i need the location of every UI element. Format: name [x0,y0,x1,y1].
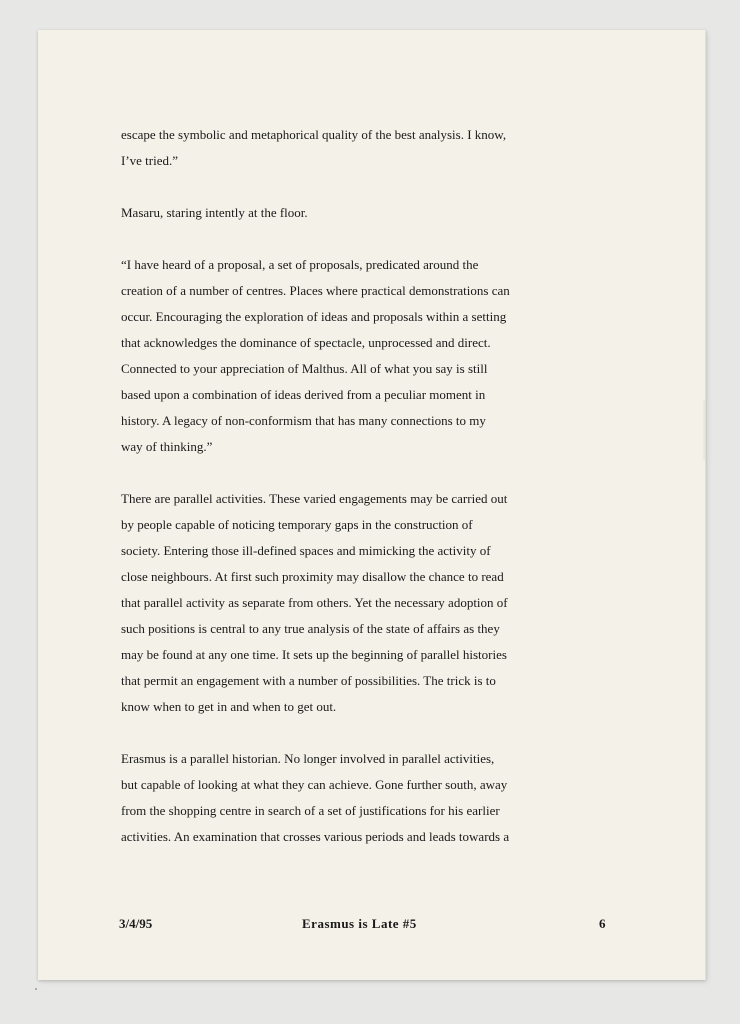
text-line: “I have heard of a proposal, a set of proposals, predicated around the [121,257,479,272]
footer-title: Erasmus is Late #5 [302,916,417,931]
page-number: 6 [599,916,606,931]
text-line: activities. An examination that crosses various periods and leads towards a [121,829,510,844]
text-line: society. Entering those ill-defined spaces and mimicking the activity of [121,543,491,558]
text-line: Erasmus is a parallel historian. No longer involved in parallel activities, [121,751,495,766]
text-line: history. A legacy of non-conformism that has many connections to my [121,413,486,428]
paragraph-4 [121,486,591,720]
paragraph-1 [121,122,591,174]
text-line: from the shopping centre in search of a set of justifications for his earlier [121,803,500,818]
text-line: escape the symbolic and metaphorical quality of the best analysis. I know, [121,127,507,142]
text-line: way of thinking.” [121,439,213,454]
paper-crease [702,400,705,460]
text-line: that permit an engagement with a number of possibilities. The trick is to [121,673,496,688]
paragraph-5 [121,746,591,850]
text-line: There are parallel activities. These varied engagements may be carried out [121,491,508,506]
text-line: creation of a number of centres. Places where practical demonstrations can [121,283,510,298]
page-footer [38,916,705,936]
text-line: based upon a combination of ideas derived from a peculiar moment in [121,387,486,402]
text-line: that acknowledges the dominance of spectacle, unprocessed and direct. [121,335,491,350]
footer-date: 3/4/95 [119,916,153,931]
text-line: Connected to your appreciation of Malthus. All of what you say is still [121,361,488,376]
text-line: know when to get in and when to get out. [121,699,337,714]
text-line: may be found at any one time. It sets up the beginning of parallel histories [121,647,507,662]
text-line: I’ve tried.” [121,153,179,168]
paragraph-3 [121,252,591,460]
text-line: Masaru, staring intently at the floor. [121,205,308,220]
text-line: but capable of looking at what they can achieve. Gone further south, away [121,777,508,792]
text-line: by people capable of noticing temporary gaps in the construction of [121,517,473,532]
body-text [121,122,591,876]
paragraph-2 [121,200,591,226]
text-line: occur. Encouraging the exploration of ideas and proposals within a setting [121,309,507,324]
document-page [38,30,706,980]
text-line: close neighbours. At first such proximity may disallow the chance to read [121,569,504,584]
text-line: such positions is central to any true analysis of the state of affairs as they [121,621,500,636]
text-line: that parallel activity as separate from others. Yet the necessary adoption of [121,595,508,610]
background-speck [35,988,37,990]
